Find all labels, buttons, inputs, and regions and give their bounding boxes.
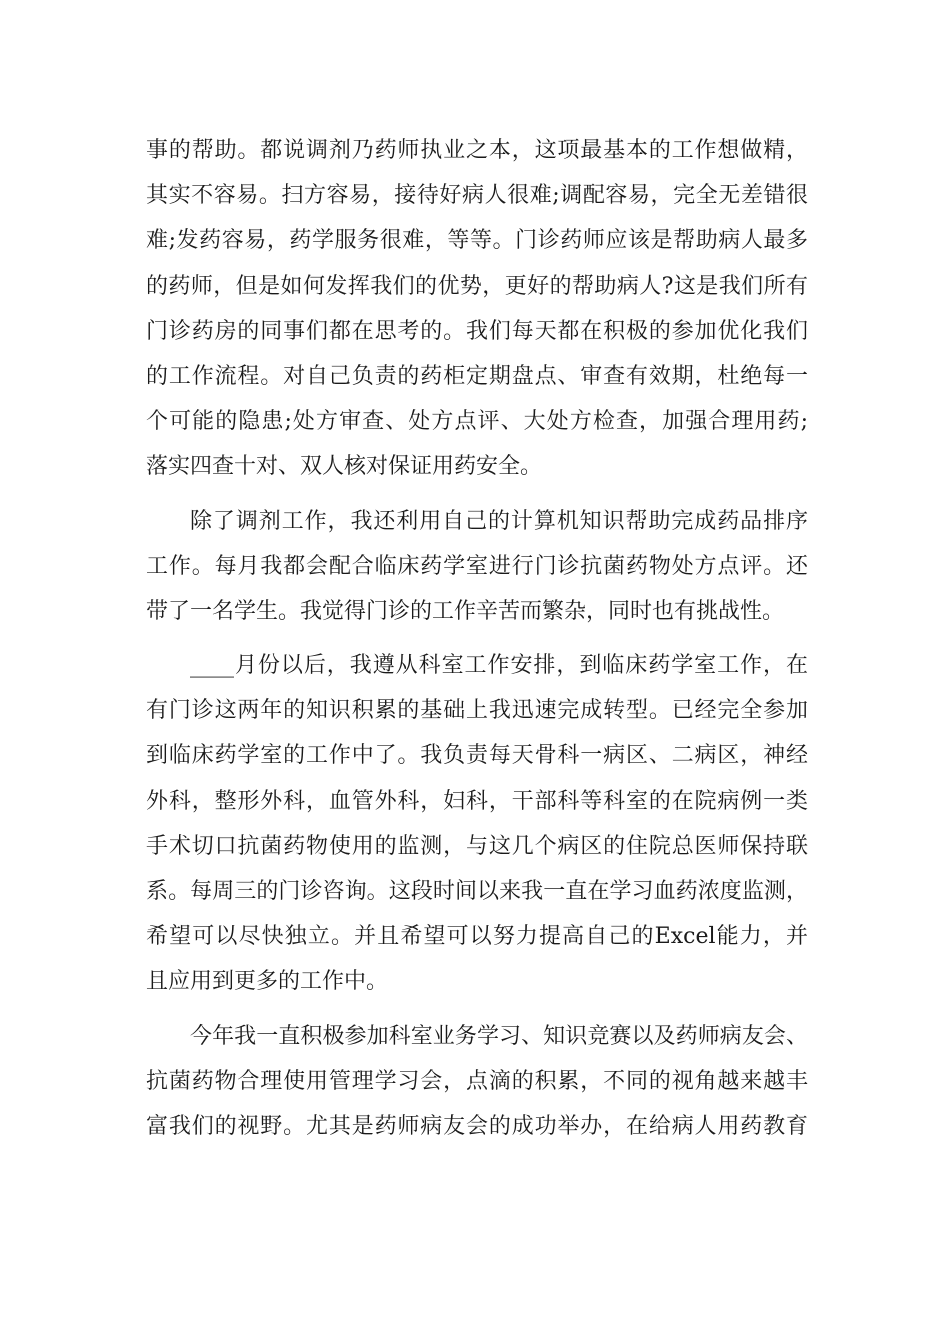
paragraph-2-line-1: 除了调剂工作，我还利用自己的计算机知识帮助完成药品排序 xyxy=(190,508,808,534)
paragraph-1-line-2: 其实不容易。扫方容易，接待好病人很难;调配容易，完全无差错很 xyxy=(146,183,808,209)
paragraph-1-line-1: 事的帮助。都说调剂乃药师执业之本，这项最基本的工作想做精， xyxy=(146,138,808,163)
paragraph-3-line-4: 外科，整形外科，血管外科，妇科，干部科等科室的在院病例一类 xyxy=(146,788,808,814)
paragraph-1-line-7: 个可能的隐患;处方审查、处方点评、大处方检查，加强合理用药; xyxy=(146,409,808,435)
paragraph-1-line-3: 难;发药容易，药学服务很难，等等。门诊药师应该是帮助病人最多 xyxy=(146,228,808,254)
paragraph-1-line-4: 的药师，但是如何发挥我们的优势，更好的帮助病人?这是我们所有 xyxy=(146,273,808,299)
paragraph-2-line-3: 带了一名学生。我觉得门诊的工作辛苦而繁杂，同时也有挑战性。 xyxy=(146,598,785,624)
paragraph-3-line-1: ____月份以后，我遵从科室工作安排，到临床药学室工作，在 xyxy=(190,653,808,679)
paragraph-4-line-3: 富我们的视野。尤其是药师病友会的成功举办，在给病人用药教育 xyxy=(146,1113,808,1139)
document-body xyxy=(146,128,808,1149)
paragraph-4-line-2: 抗菌药物合理使用管理学习会，点滴的积累，不同的视角越来越丰 xyxy=(146,1068,808,1094)
paragraph-3-line-6: 系。每周三的门诊咨询。这段时间以来我一直在学习血药浓度监测， xyxy=(146,879,808,904)
paragraph-1-line-5: 门诊药房的同事们都在思考的。我们每天都在积极的参加优化我们 xyxy=(146,318,808,344)
paragraph-4-line-1: 今年我一直积极参加科室业务学习、知识竞赛以及药师病友会、 xyxy=(190,1023,808,1049)
paragraph-3-line-7: 希望可以尽快独立。并且希望可以努力提高自己的Excel能力，并 xyxy=(146,924,808,950)
paragraph-3-line-2: 有门诊这两年的知识积累的基础上我迅速完成转型。已经完全参加 xyxy=(146,698,808,724)
paragraph-3-line-5: 手术切口抗菌药物使用的监测，与这几个病区的住院总医师保持联 xyxy=(146,833,808,859)
paragraph-3-line-3: 到临床药学室的工作中了。我负责每天骨科一病区、二病区，神经 xyxy=(146,743,808,769)
paragraph-1-line-6: 的工作流程。对自己负责的药柜定期盘点、审查有效期，杜绝每一 xyxy=(146,363,808,389)
paragraph-2-line-2: 工作。每月我都会配合临床药学室进行门诊抗菌药物处方点评。还 xyxy=(146,553,808,579)
paragraph-3-line-8: 且应用到更多的工作中。 xyxy=(146,969,389,995)
paragraph-1-line-8: 落实四查十对、双人核对保证用药安全。 xyxy=(146,454,543,480)
